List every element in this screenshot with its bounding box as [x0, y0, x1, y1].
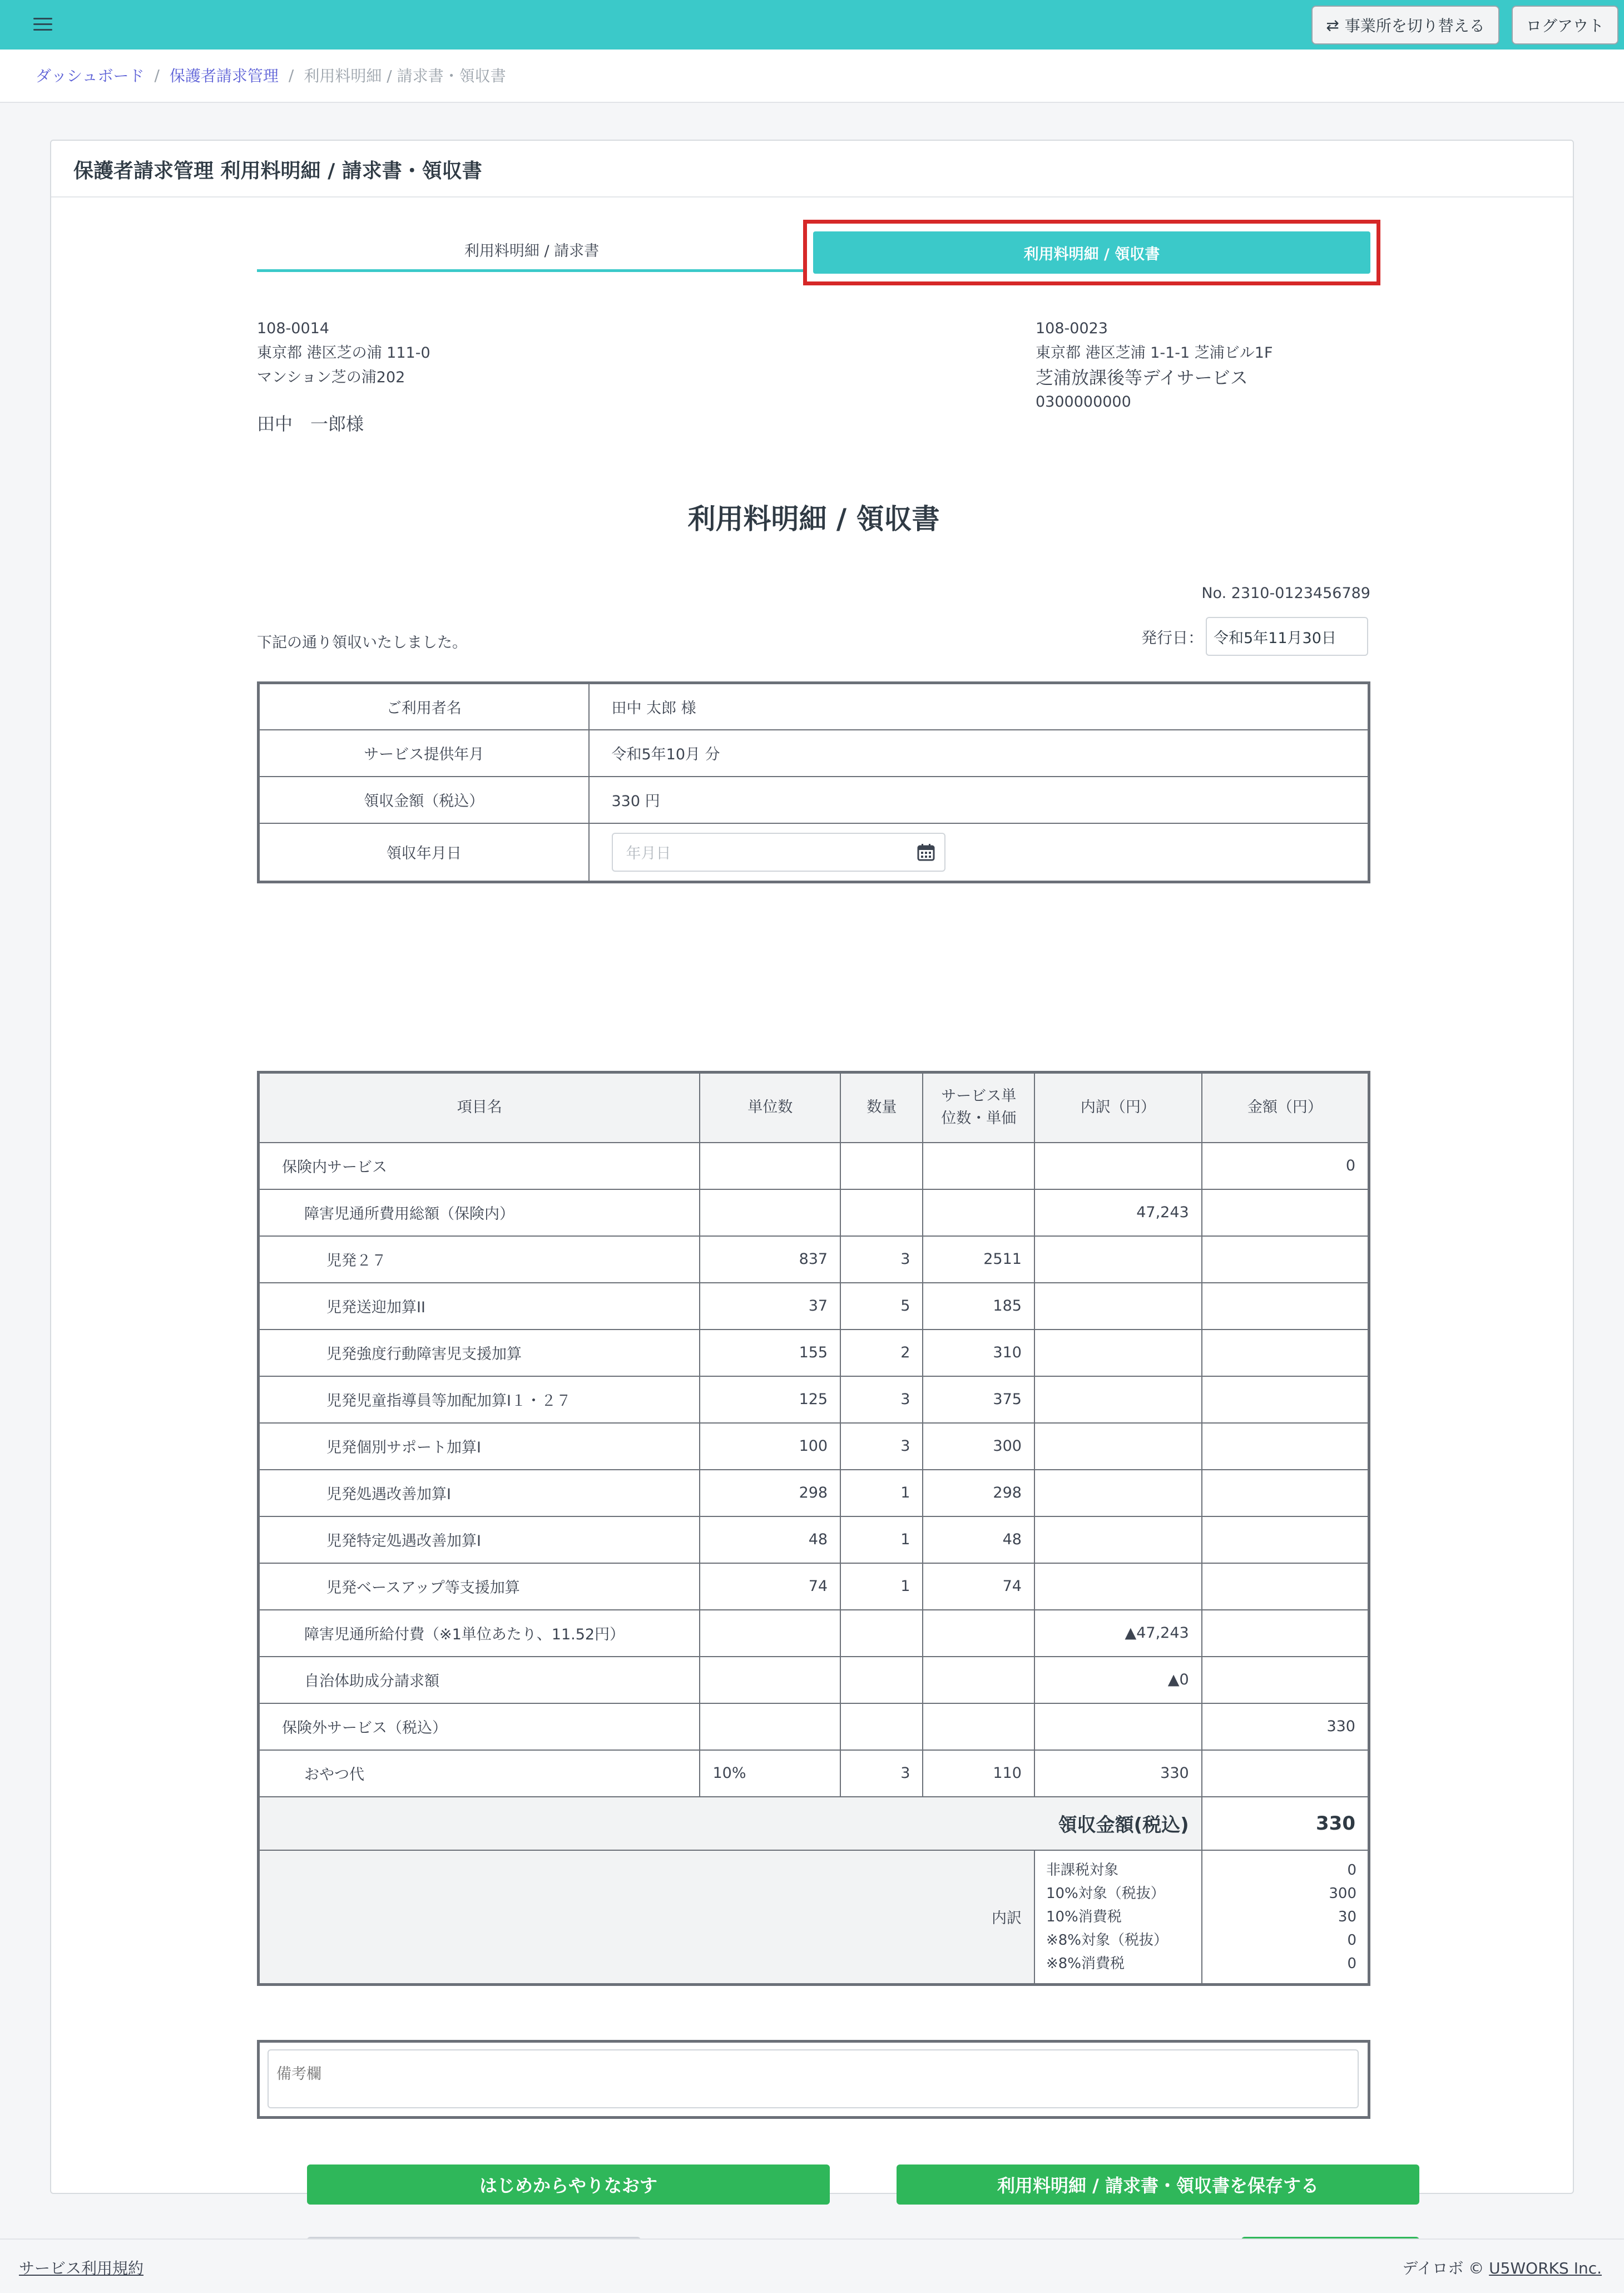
- cell-units: 125: [700, 1376, 840, 1423]
- breakdown-item-label: ※8%消費税: [1046, 1955, 1125, 1972]
- table-row: [259, 1236, 1369, 1283]
- cell-unit-price: [923, 1610, 1034, 1657]
- table-row: [259, 1189, 1369, 1236]
- table-row: [259, 1563, 1369, 1610]
- header-unit-price: サービス単 位数・単価: [923, 1073, 1034, 1143]
- tab-receipt[interactable]: 利用料明細 / 領収書: [813, 231, 1370, 274]
- breadcrumb: [36, 64, 506, 86]
- header-units: 単位数: [700, 1073, 840, 1143]
- cell-units: 74: [700, 1563, 840, 1610]
- table-row: [259, 1516, 1369, 1563]
- cell-units: [700, 1189, 840, 1236]
- amount-value: 330 円: [589, 777, 1369, 823]
- cell-unit-price: 375: [923, 1376, 1034, 1423]
- table-row: [259, 1750, 1369, 1797]
- cell-item-name: 児発２７: [259, 1236, 700, 1283]
- breakdown-item-value: 30: [1338, 1908, 1356, 1925]
- cell-qty: 1: [840, 1516, 923, 1563]
- cell-units: 37: [700, 1283, 840, 1330]
- cell-amount: [1202, 1750, 1369, 1797]
- cell-qty: [840, 1657, 923, 1703]
- issuer-name: 芝浦放課後等デイサービス: [1036, 367, 1248, 388]
- recipient-address-line2: マンション芝の浦202: [257, 369, 405, 386]
- cell-unit-price: 298: [923, 1470, 1034, 1516]
- user-name-value: 田中 太郎 様: [589, 683, 1369, 730]
- cell-qty: [840, 1610, 923, 1657]
- menu-icon[interactable]: [33, 16, 56, 33]
- cell-unit-price: 185: [923, 1283, 1034, 1330]
- cell-breakdown: [1034, 1470, 1202, 1516]
- cell-qty: 3: [840, 1376, 923, 1423]
- cell-qty: 1: [840, 1470, 923, 1516]
- cell-qty: 3: [840, 1236, 923, 1283]
- issue-date-label: 発行日：: [1141, 629, 1204, 647]
- cell-item-name: 障害児通所給付費（※1単位あたり、11.52円）: [259, 1610, 700, 1657]
- cell-amount: [1202, 1610, 1369, 1657]
- memo-textarea[interactable]: [268, 2049, 1359, 2108]
- company-link[interactable]: U5WORKS Inc.: [1489, 2259, 1602, 2277]
- copyright: [1402, 2256, 1602, 2279]
- cell-qty: 3: [840, 1423, 923, 1470]
- table-row: [259, 1283, 1369, 1330]
- cell-unit-price: 110: [923, 1750, 1034, 1797]
- cell-breakdown: [1034, 1516, 1202, 1563]
- main-card: [50, 140, 1574, 2194]
- breadcrumb-separator: /: [288, 66, 294, 85]
- breadcrumb-bar: [0, 50, 1624, 103]
- detail-table: [257, 1071, 1370, 1986]
- table-row: [259, 1330, 1369, 1376]
- breakdown-item-label: 非課税対象: [1046, 1861, 1118, 1879]
- cell-units: [700, 1657, 840, 1703]
- breakdown-item-value: 0: [1347, 1931, 1356, 1949]
- issuer-address: [1036, 317, 1273, 414]
- cell-units: [700, 1143, 840, 1189]
- total-label: 領収金額(税込): [259, 1797, 1202, 1850]
- table-row: [259, 1470, 1369, 1516]
- total-row: [259, 1797, 1369, 1850]
- breakdown-labels: [1034, 1850, 1202, 1985]
- cell-item-name: 児発個別サポート加算I: [259, 1423, 700, 1470]
- cell-qty: [840, 1703, 923, 1750]
- cell-breakdown: [1034, 1236, 1202, 1283]
- logout-button[interactable]: ログアウト: [1512, 6, 1618, 45]
- cell-qty: 2: [840, 1330, 923, 1376]
- header-breakdown: 内訳（円）: [1034, 1073, 1202, 1143]
- cell-unit-price: 300: [923, 1423, 1034, 1470]
- cell-units: 155: [700, 1330, 840, 1376]
- cell-item-name: おやつ代: [259, 1750, 700, 1797]
- cell-breakdown: [1034, 1283, 1202, 1330]
- issuer-code: 0300000000: [1036, 393, 1131, 411]
- cell-unit-price: [923, 1189, 1034, 1236]
- service-month-label: サービス提供年月: [259, 730, 589, 777]
- cell-units: [700, 1610, 840, 1657]
- cell-units: [700, 1703, 840, 1750]
- calendar-icon[interactable]: [917, 843, 935, 862]
- service-month-value: 令和5年10月 分: [589, 730, 1369, 777]
- breakdown-label: 内訳: [259, 1850, 1034, 1985]
- cell-amount: [1202, 1563, 1369, 1610]
- user-name-label: ご利用者名: [259, 683, 589, 730]
- cell-breakdown: 330: [1034, 1750, 1202, 1797]
- issuer-address-line: 東京都 港区芝浦 1-1-1 芝浦ビル1F: [1036, 344, 1273, 362]
- cell-breakdown: ▲47,243: [1034, 1610, 1202, 1657]
- cell-qty: [840, 1189, 923, 1236]
- cell-unit-price: 48: [923, 1516, 1034, 1563]
- cell-qty: 5: [840, 1283, 923, 1330]
- card-header: [51, 141, 1573, 197]
- cell-unit-price: 2511: [923, 1236, 1034, 1283]
- receipt-date-label: 領収年月日: [259, 823, 589, 882]
- detail-header-row: [259, 1073, 1369, 1143]
- cell-unit-price: [923, 1657, 1034, 1703]
- cell-unit-price: [923, 1143, 1034, 1189]
- breakdown-item-value: 0: [1347, 1861, 1356, 1879]
- recipient-address-line1: 東京都 港区芝の浦 111-0: [257, 344, 430, 362]
- cell-units: 48: [700, 1516, 840, 1563]
- breadcrumb-guardian-billing[interactable]: 保護者請求管理: [169, 67, 279, 85]
- cell-item-name: 自治体助成分請求額: [259, 1657, 700, 1703]
- breakdown-item-value: 300: [1329, 1885, 1356, 1902]
- breakdown-row: [259, 1850, 1369, 1985]
- cell-amount: [1202, 1423, 1369, 1470]
- save-button[interactable]: 利用料明細 / 請求書・領収書を保存する: [897, 2164, 1419, 2205]
- breakdown-item-label: ※8%対象（税抜）: [1046, 1931, 1169, 1949]
- cell-item-name: 保険外サービス（税込）: [259, 1703, 700, 1750]
- cell-amount: [1202, 1236, 1369, 1283]
- header-amount: 金額（円）: [1202, 1073, 1369, 1143]
- highlight-box: [803, 220, 1380, 285]
- cell-units: 100: [700, 1423, 840, 1470]
- document-number: No. 2310-0123456789: [1201, 585, 1370, 602]
- recipient-address: [257, 317, 430, 390]
- table-row: [259, 1703, 1369, 1750]
- page-title: 保護者請求管理 利用料明細 / 請求書・領収書: [73, 160, 482, 182]
- cell-unit-price: 74: [923, 1563, 1034, 1610]
- switch-office-button[interactable]: ⇄ 事業所を切り替える: [1311, 6, 1499, 45]
- swap-icon: ⇄: [1326, 16, 1339, 34]
- restart-button[interactable]: はじめからやりなおす: [307, 2164, 830, 2205]
- footer: [0, 2238, 1624, 2293]
- issuer-zip: 108-0023: [1036, 320, 1108, 337]
- receipt-date-input[interactable]: [612, 833, 945, 872]
- cell-units: 298: [700, 1470, 840, 1516]
- cell-amount: [1202, 1189, 1369, 1236]
- issue-date-input[interactable]: 令和5年11月30日: [1206, 617, 1368, 656]
- cell-breakdown: [1034, 1143, 1202, 1189]
- cell-breakdown: ▲0: [1034, 1657, 1202, 1703]
- table-row: [259, 1423, 1369, 1470]
- info-table: [257, 681, 1370, 883]
- cell-units: 837: [700, 1236, 840, 1283]
- cell-unit-price: 310: [923, 1330, 1034, 1376]
- cell-amount: [1202, 1516, 1369, 1563]
- cell-amount: [1202, 1376, 1369, 1423]
- cell-item-name: 児発処遇改善加算I: [259, 1470, 700, 1516]
- cell-amount: [1202, 1283, 1369, 1330]
- memo-section: [257, 2040, 1370, 2119]
- cell-breakdown: [1034, 1563, 1202, 1610]
- cell-amount: [1202, 1470, 1369, 1516]
- receipt-date-cell: [589, 823, 1369, 882]
- cell-amount: [1202, 1330, 1369, 1376]
- table-row: [259, 1610, 1369, 1657]
- breadcrumb-dashboard[interactable]: ダッシュボード: [36, 67, 145, 85]
- cell-breakdown: 47,243: [1034, 1189, 1202, 1236]
- copyright-prefix: デイロボ ©: [1402, 2259, 1484, 2277]
- cell-item-name: 保険内サービス: [259, 1143, 700, 1189]
- table-row: [259, 1376, 1369, 1423]
- recipient-name: 田中 一郎様: [257, 413, 364, 434]
- cell-item-name: 児発特定処遇改善加算I: [259, 1516, 700, 1563]
- cell-qty: [840, 1143, 923, 1189]
- header-item: 項目名: [259, 1073, 700, 1143]
- receipt-date-placeholder: 年月日: [626, 845, 671, 863]
- cell-item-name: 児発送迎加算II: [259, 1283, 700, 1330]
- cell-qty: 3: [840, 1750, 923, 1797]
- table-row: [259, 1657, 1369, 1703]
- top-bar: [0, 0, 1624, 50]
- breadcrumb-current: 利用料明細 / 請求書・領収書: [304, 67, 506, 85]
- breakdown-values: [1202, 1850, 1369, 1985]
- cell-amount: 0: [1202, 1143, 1369, 1189]
- breakdown-item-value: 0: [1347, 1955, 1356, 1972]
- cell-breakdown: [1034, 1376, 1202, 1423]
- cell-amount: [1202, 1657, 1369, 1703]
- cell-amount: 330: [1202, 1703, 1369, 1750]
- amount-label: 領収金額（税込）: [259, 777, 589, 823]
- total-value: 330: [1202, 1797, 1369, 1850]
- tab-invoice[interactable]: 利用料明細 / 請求書: [257, 230, 806, 272]
- cell-unit-price: [923, 1703, 1034, 1750]
- terms-link[interactable]: サービス利用規約: [19, 2259, 144, 2277]
- cell-item-name: 障害児通所費用総額（保険内）: [259, 1189, 700, 1236]
- cell-breakdown: [1034, 1703, 1202, 1750]
- received-text: 下記の通り領収いたしました。: [257, 634, 467, 651]
- cell-item-name: 児発児童指導員等加配加算I１・２７: [259, 1376, 700, 1423]
- breakdown-item-label: 10%対象（税抜）: [1046, 1885, 1165, 1902]
- table-row: [259, 1143, 1369, 1189]
- cell-breakdown: [1034, 1423, 1202, 1470]
- cell-breakdown: [1034, 1330, 1202, 1376]
- document-title: 利用料明細 / 領収書: [687, 503, 940, 535]
- cell-units: 10%: [700, 1750, 840, 1797]
- header-qty: 数量: [840, 1073, 923, 1143]
- breadcrumb-separator: /: [154, 66, 160, 85]
- recipient-zip: 108-0014: [257, 320, 329, 337]
- cell-item-name: 児発強度行動障害児支援加算: [259, 1330, 700, 1376]
- breakdown-item-label: 10%消費税: [1046, 1908, 1122, 1925]
- cell-item-name: 児発ベースアップ等支援加算: [259, 1563, 700, 1610]
- cell-qty: 1: [840, 1563, 923, 1610]
